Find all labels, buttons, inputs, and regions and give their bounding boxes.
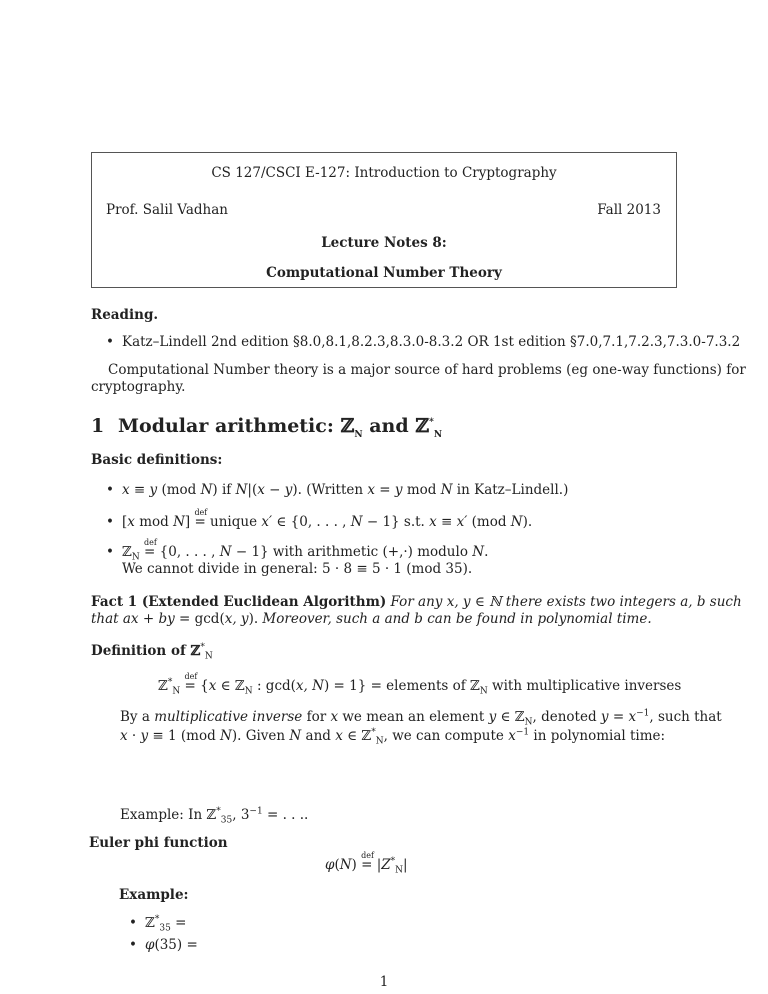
text-segment: ≡ [436,514,457,530]
definition-item [122,543,488,561]
reading-heading [91,306,158,324]
text-segment: * [167,677,173,688]
text-segment: − 1} s.t. [362,514,430,530]
text-segment: N [510,514,523,530]
definition-equation [158,677,681,695]
text-segment: ∈ ℤ [496,709,525,725]
inverse-paragraph-cont [120,727,665,745]
text-segment: x [330,709,339,725]
text-segment: { [195,678,209,694]
euler-example-item [145,936,198,954]
text-segment: mod [402,482,441,498]
definition-item [122,481,568,499]
text-segment: x [335,728,343,744]
text-segment: and ℤ [362,415,430,437]
text-segment: ] [184,514,195,530]
text-segment: Euler phi function [89,835,228,851]
text-segment: We cannot divide in general: 5 · 8 ≡ 5 · 1 (mod 35). [122,561,473,577]
euler-equation [325,856,408,874]
text-segment: φ [145,937,155,953]
text-segment: def = [144,543,155,561]
section-number [91,417,104,435]
text-segment: [ [122,514,128,530]
text-segment: * [200,642,205,653]
text-segment: Modular arithmetic: ℤ [118,415,355,437]
text-segment: x′ [261,514,273,530]
text-segment: = [375,482,395,498]
basic-definitions-heading [91,451,222,469]
text-segment: Example: [119,887,189,903]
text-segment: 1 [91,415,105,437]
section-title [118,415,443,440]
text-segment: x [208,678,217,694]
text-segment: N [354,429,363,440]
text-segment: CS 127/CSCI E-127: Introduction to Cryptography [211,165,557,181]
text-segment: N [131,552,140,563]
text-segment: − [264,482,285,498]
text-segment: * [371,727,376,738]
text-segment: y [140,728,149,744]
euler-example-item [145,914,186,932]
euler-heading [89,834,228,852]
text-segment: Computational Number Theory [266,265,502,281]
definition-note [122,560,472,578]
text-segment: , such that [649,709,722,725]
text-segment: ≡ [129,482,150,498]
text-segment: in polynomial time: [529,728,666,744]
fact-1 [91,593,742,611]
text-segment: N [289,728,302,744]
text-segment: x′ [456,514,468,530]
text-segment: Fact 1 (Extended Euclidean Algorithm) [91,594,387,610]
text-segment: in Katz–Lindell.) [452,482,569,498]
text-segment: N [220,728,232,744]
text-segment: ∈ {0, . . . , [272,514,351,530]
course-title [0,164,768,182]
text-segment: ) = 1} = elements of ℤ [323,678,480,694]
text-segment: Prof. Salil Vadhan [106,202,228,218]
text-segment: x [120,728,128,744]
text-segment: Reading. [91,307,159,323]
text-segment: * [154,914,160,925]
text-segment: multiplicative inverse [154,709,303,725]
text-segment: −1 [249,806,263,817]
text-segment: * [429,417,434,428]
euler-example-heading [119,886,189,904]
text-segment: Moreover, such a and b can be found in polynomial time. [262,611,652,627]
text-segment: Example: In ℤ [120,807,217,823]
text-segment: Definition of ℤ [91,643,201,659]
text-segment: def = [185,677,196,695]
text-segment: x, y [224,611,249,627]
text-segment: , we can compute [383,728,509,744]
text-segment: N [235,482,248,498]
text-segment: ( [334,857,340,873]
text-segment: , denoted [532,709,601,725]
text-segment: {0, . . . , [155,544,220,560]
page-number [0,973,768,991]
text-segment: y [488,709,497,725]
text-segment: and [301,728,336,744]
text-segment: y [600,709,609,725]
text-segment: ). [522,514,533,530]
text-segment: N [524,717,533,728]
text-segment: Computational Number theory is a major source of hard problems (eg one-way functions) for [108,362,746,378]
text-segment: def = [194,513,205,531]
text-segment: for [302,709,331,725]
text-segment: ≡ 1 (mod [148,728,221,744]
text-segment: − 1} with arithmetic (+,·) modulo [231,544,473,560]
text-segment: ). Given [231,728,290,744]
text-segment: (35) = [154,937,198,953]
text-segment: Z [381,857,391,873]
text-segment: N [339,857,352,873]
inverse-paragraph [120,708,722,726]
text-segment: Lecture Notes 8: [321,235,447,251]
reading-item [122,333,740,351]
text-segment: that ax + by = [91,611,195,627]
lecture-topic [0,264,768,282]
text-segment: N [172,686,181,697]
text-segment: we mean an element [338,709,489,725]
text-segment: 35 [220,815,233,826]
text-segment: N [350,514,363,530]
text-segment: By a [120,709,155,725]
text-segment: cryptography. [91,379,186,395]
text-segment: ) [351,857,362,873]
text-segment: y [149,482,158,498]
text-segment: x [367,482,375,498]
text-segment: y [394,482,403,498]
text-segment: N [375,736,384,747]
text-segment: ). (Written [292,482,368,498]
intro-paragraph [108,361,746,379]
definition-heading [91,642,213,660]
text-segment: N [219,544,232,560]
fact-1-cont [91,610,652,628]
text-segment: 35 [159,923,171,934]
text-segment: = [170,915,187,931]
text-segment: x [628,709,637,725]
text-segment: ). [248,611,263,627]
text-segment: x [127,514,135,530]
text-segment: N [472,544,485,560]
text-segment: (mod [157,482,201,498]
text-segment: ℤ [145,915,155,931]
text-segment: x [429,514,437,530]
text-segment: 1 [379,974,389,990]
text-segment: gcd( [194,611,225,627]
text-segment: φ [325,857,335,873]
text-segment: x, N [295,678,324,694]
text-segment: N [433,429,443,440]
text-segment: mod [134,514,174,530]
text-segment: ∈ ℤ [216,678,245,694]
text-segment: For any x, y ∈ ℕ there exists two integers a, b such [386,594,742,610]
text-segment: ℤ [122,544,132,560]
text-segment: * [390,856,396,867]
text-segment: x [508,728,516,744]
intro-paragraph-cont [91,378,185,396]
definition-item [122,513,532,531]
text-segment: * [216,806,221,817]
text-segment: N [204,651,213,662]
text-segment: x [122,482,130,498]
text-segment: (mod [467,514,511,530]
text-segment: : gcd( [252,678,296,694]
text-segment: | [372,857,382,873]
text-segment: y [284,482,293,498]
text-segment: = [608,709,629,725]
text-segment: N [200,482,213,498]
text-segment: N [173,514,185,530]
text-segment: unique [205,514,262,530]
text-segment: = . . .. [262,807,309,823]
text-segment: ℤ [158,678,168,694]
text-segment: ∈ ℤ [342,728,372,744]
text-segment: Fall 2013 [597,202,661,218]
text-segment: def = [361,856,372,874]
text-segment: −1 [636,708,650,719]
lecture-number [0,234,768,252]
text-segment: −1 [515,727,530,738]
text-segment: N [395,865,404,876]
text-segment: N [479,686,488,697]
text-segment: with multiplicative inverses [487,678,682,694]
text-segment: ) if [212,482,236,498]
professor [106,201,228,219]
text-segment: | [403,857,408,873]
text-segment: x [257,482,265,498]
term [597,201,661,219]
text-segment: · [127,728,141,744]
text-segment: Basic definitions: [91,452,223,468]
text-segment: N [440,482,453,498]
text-segment: Katz–Lindell 2nd edition §8.0,8.1,8.2.3,8.3.0-8.3.2 OR 1st edition §7.0,7.1,7.2.3,7.3.0-7.3.2 [122,334,741,350]
text-segment: N [244,686,253,697]
text-segment: , 3 [232,807,250,823]
inverse-example [120,806,308,824]
text-segment: |( [247,482,258,498]
text-segment: . [484,544,489,560]
